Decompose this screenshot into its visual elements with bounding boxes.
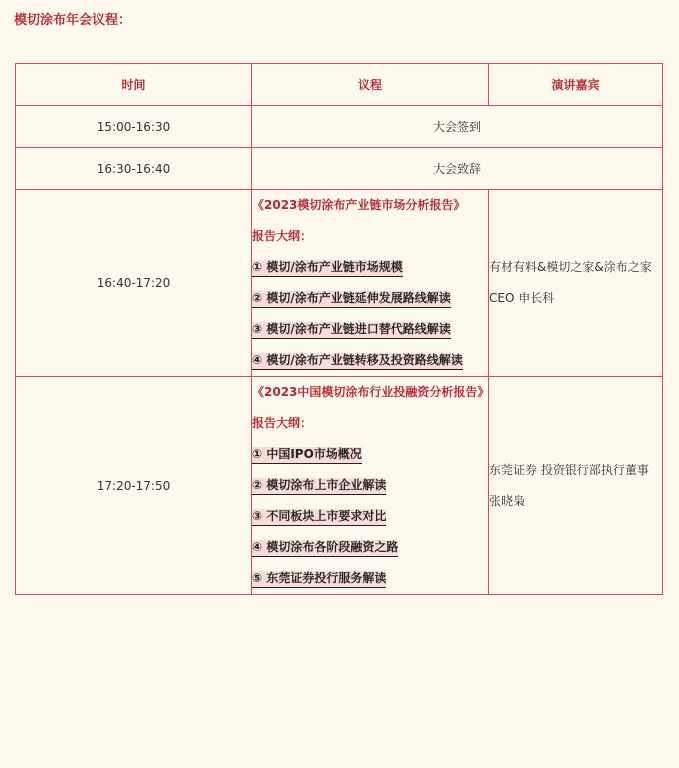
outline-label: 报告大纲： xyxy=(252,229,313,243)
outline-item: ⑤ 东莞证券投行服务解读 xyxy=(252,563,488,594)
agenda-cell xyxy=(252,190,489,377)
outline-item: ④ 模切涂布各阶段融资之路 xyxy=(252,532,488,563)
outline-item: ③ 不同板块上市要求对比 xyxy=(252,501,488,532)
outline-item: ④ 模切/涂布产业链转移及投资路线解读 xyxy=(252,345,488,376)
agenda-cell: 大会致辞 xyxy=(252,148,663,190)
outline-item: ① 模切/涂布产业链市场规模 xyxy=(252,252,488,283)
column-header-time: 时间 xyxy=(16,64,252,106)
agenda-table xyxy=(15,63,663,595)
page-heading: 模切涂布年会议程： xyxy=(14,13,132,28)
table-row xyxy=(16,190,663,377)
speaker-cell: 东莞证券 投资银行部执行董事 张晓枭 xyxy=(489,377,663,595)
table-header-row xyxy=(16,64,663,106)
time-cell: 15:00-16:30 xyxy=(16,106,252,148)
agenda-cell xyxy=(252,377,489,595)
report-title: 《2023中国模切涂布行业投融资分析报告》 xyxy=(252,385,490,399)
report-title: 《2023模切涂布产业链市场分析报告》 xyxy=(252,198,466,212)
table-row xyxy=(16,148,663,190)
table-row xyxy=(16,377,663,595)
column-header-speaker: 演讲嘉宾 xyxy=(489,64,663,106)
outline-item: ② 模切/涂布产业链延伸发展路线解读 xyxy=(252,283,488,314)
outline-item: ① 中国IPO市场概况 xyxy=(252,439,488,470)
agenda-cell: 大会签到 xyxy=(252,106,663,148)
column-header-agenda: 议程 xyxy=(252,64,489,106)
outline-label: 报告大纲： xyxy=(252,416,313,430)
outline-item: ② 模切涂布上市企业解读 xyxy=(252,470,488,501)
speaker-cell: 有材有料&模切之家&涂布之家 CEO 申长科 xyxy=(489,190,663,377)
time-cell: 16:40-17:20 xyxy=(16,190,252,377)
table-row xyxy=(16,106,663,148)
outline-item: ③ 模切/涂布产业链进口替代路线解读 xyxy=(252,314,488,345)
time-cell: 17:20-17:50 xyxy=(16,377,252,595)
time-cell: 16:30-16:40 xyxy=(16,148,252,190)
